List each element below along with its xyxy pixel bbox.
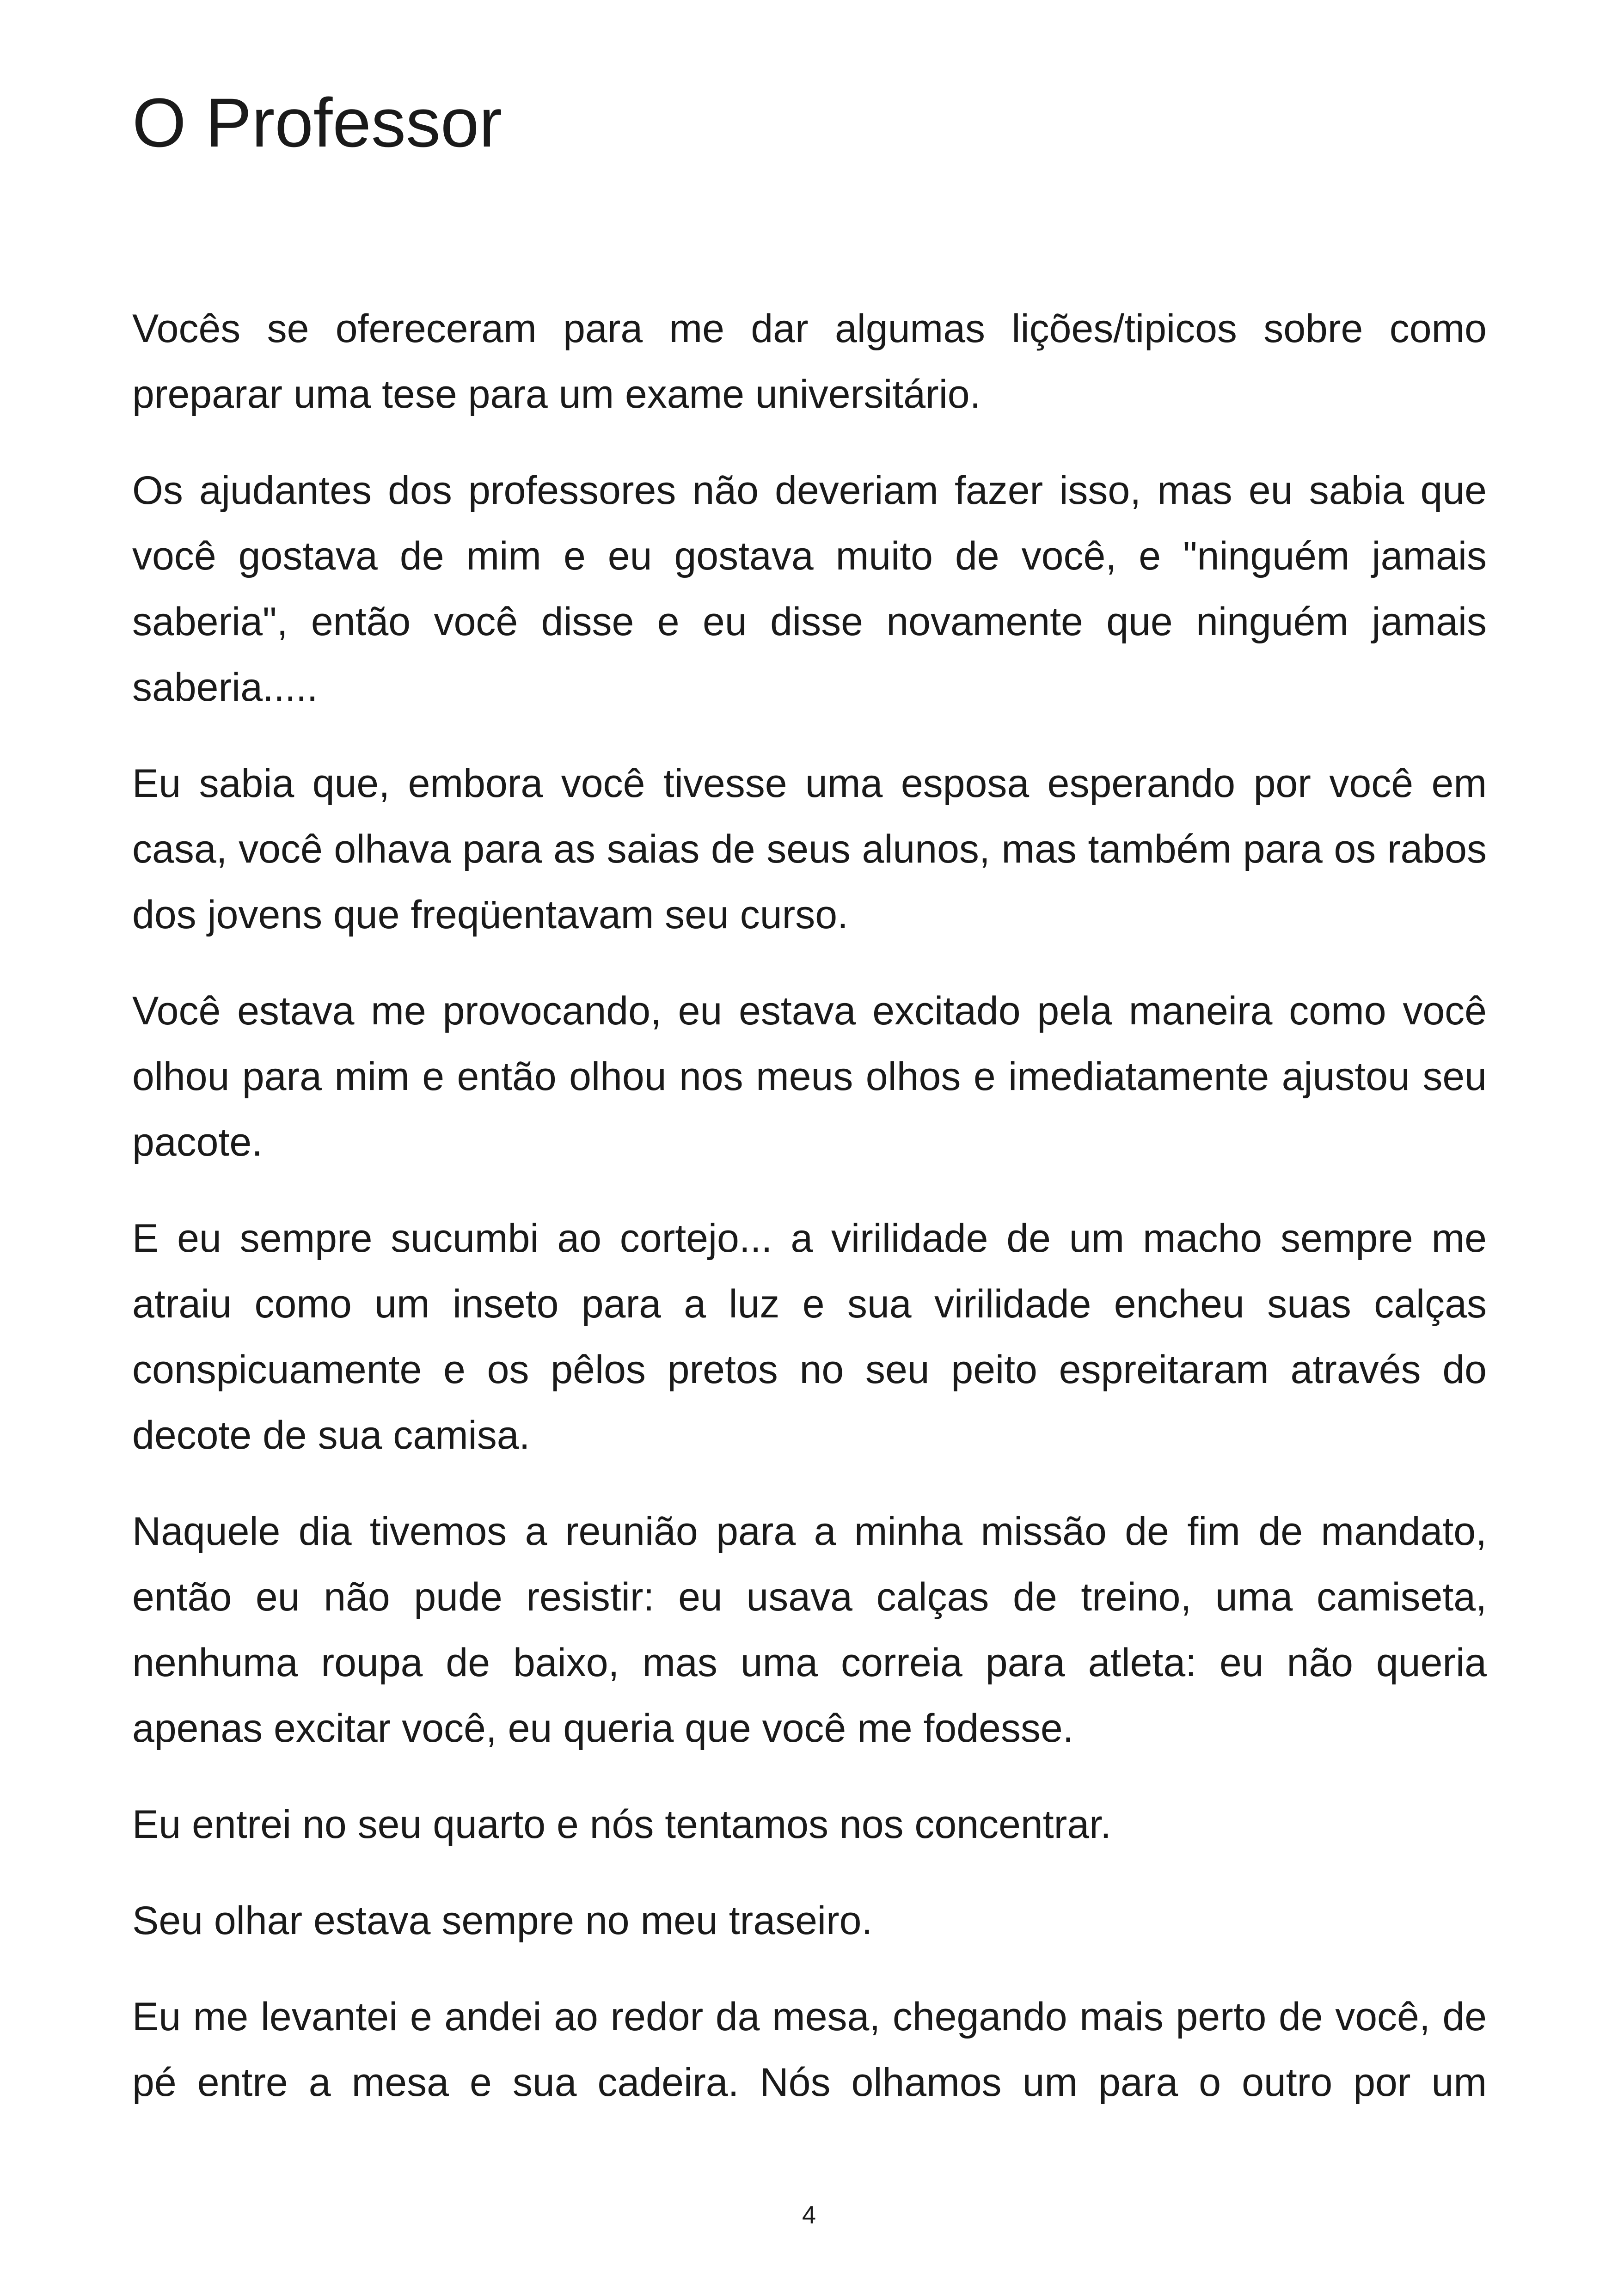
paragraph-1: Vocês se ofereceram para me dar algumas lições/tipicos sobre como preparar uma tese para um exame universitário. bbox=[132, 306, 1487, 416]
paragraph-9: Eu me levantei e andei ao redor da mesa, chegando mais perto de você, de pé entre a mesa e sua cadeira. Nós olhamos um para o outro por um bbox=[132, 1995, 1487, 2105]
page-number: 4 bbox=[802, 2201, 816, 2229]
paragraph-5: E eu sempre sucumbi ao cortejo... a virilidade de um macho sempre me atraiu como um inseto para a luz e sua virilidade encheu suas calças conspicuamente e os pêlos pretos no seu peito espreitaram através do decote de sua camisa. bbox=[132, 1216, 1487, 1457]
paragraph-4: Você estava me provocando, eu estava excitado pela maneira como você olhou para mim e então olhou nos meus olhos e imediatamente ajustou seu pacote. bbox=[132, 989, 1487, 1164]
body-text bbox=[132, 296, 1487, 2146]
paragraph-8: Seu olhar estava sempre no meu traseiro. bbox=[132, 1898, 873, 1943]
paragraph-3: Eu sabia que, embora você tivesse uma esposa esperando por você em casa, você olhava para as saias de seus alunos, mas também para os rabos dos jovens que freqüentavam seu curso. bbox=[132, 761, 1487, 937]
paragraph-6: Naquele dia tivemos a reunião para a minha missão de fim de mandato, então eu não pude resistir: eu usava calças de treino, uma camiseta, nenhuma roupa de baixo, mas uma correia para atleta: eu não queria apenas excitar você, eu queria que você me fodesse. bbox=[132, 1509, 1487, 1751]
page-title: O Professor bbox=[132, 84, 503, 161]
paragraph-2: Os ajudantes dos professores não deveriam fazer isso, mas eu sabia que você gostava de mim e eu gostava muito de você, e "ninguém jamais saberia", então você disse e eu disse novamente que ninguém jamais saberia..... bbox=[132, 468, 1487, 710]
paragraph-7: Eu entrei no seu quarto e nós tentamos nos concentrar. bbox=[132, 1802, 1111, 1847]
